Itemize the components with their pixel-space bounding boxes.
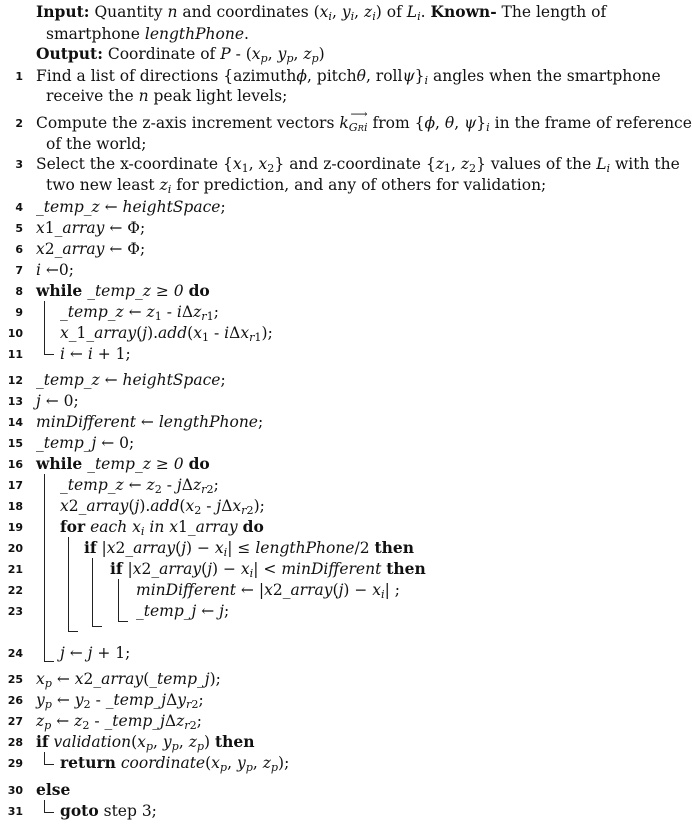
while-block-bar-2: [44, 474, 45, 661]
algorithm-block: Input: Quantity n and coordinates ($x_i$, $y_i$, $z_i$) of $L_i$. Known- The length of smartphone lengthPhone. Output: Coordinate of P - ($x_p$, $y_p$, $z_p$) 1 Find a list of directions {azimuthϕ, pitchθ, $roll\psi\}_i$ angles when the smartphone receive the n peak light levels; 2 Compute the z-axis increment vectors ⟶ $k_{GRi}$ from {ϕ, θ, $\psi\}_i$ in the frame of reference of the world; 3 Select the x-coordinate {$x_1$, $x_2$} and z-coordinate {$z_1$, $z_2$} values of the $L_i$ with the two new least $z_i$ for prediction, and any of others for validation; 4 _temp_z ← heightSpace; 5 x1_array ← Φ; 6 x2_array ← Φ; 7 i ←0; 8 while _temp_z ≥ 0 do 9 _temp_z ← $z_1 - i\Delta z_{r1}$; 10 $x\_1\_array(j).add(x_1 - i\Delta x_{r1})$; 11 i ← i + 1; 12 _temp_z ← heightSpace; 13 j ← 0; 14 minDifferent ← lengthPhone; 15 _temp_j ← 0; 16 while _temp_z ≥ 0 do 17 _temp_z ← $z_2 - j\Delta z_{r2}$; 18 $x2\_array(j).add(x_2 - j\Delta x_{r2})$; 19 for each $x_i$ in x1_array do 20 if |x2_array(j) − $x_i|$ ≤ lengthPhone/2 then 21 if |x2_array(j) − $x_i|$ < minDifferent then 22 minDifferent ← |x2_array(j) − $x_i|$ ; 23 _temp_j ← j; 24 j ← j + 1; 25 $x_p$ ← x2_array(_temp_j); 26 $y_p$ ← $y_2$ - _temp_jΔy$_{r2}$; 27 $z_p$ ← $z_2$ - _temp_jΔz$_{r2}$; 28 if $validation(x_p$, $y_p$, $z_p$) then 29 return $coordinate(x_p$, $y_p$, $z_p$); 30 else 31 goto step 3;: [0, 0, 656, 826]
line-number: 2: [15, 117, 23, 130]
if-block-bar: [92, 558, 93, 626]
for-block-bar: [68, 537, 69, 631]
if-inner-block-bar: [118, 579, 119, 621]
line-number: 3: [15, 158, 23, 171]
input-label: Input:: [36, 2, 90, 21]
known-label: Known-: [430, 2, 497, 21]
while-block-bar: [44, 301, 45, 354]
line-number: 1: [15, 70, 23, 83]
output-label: Output:: [36, 44, 103, 63]
